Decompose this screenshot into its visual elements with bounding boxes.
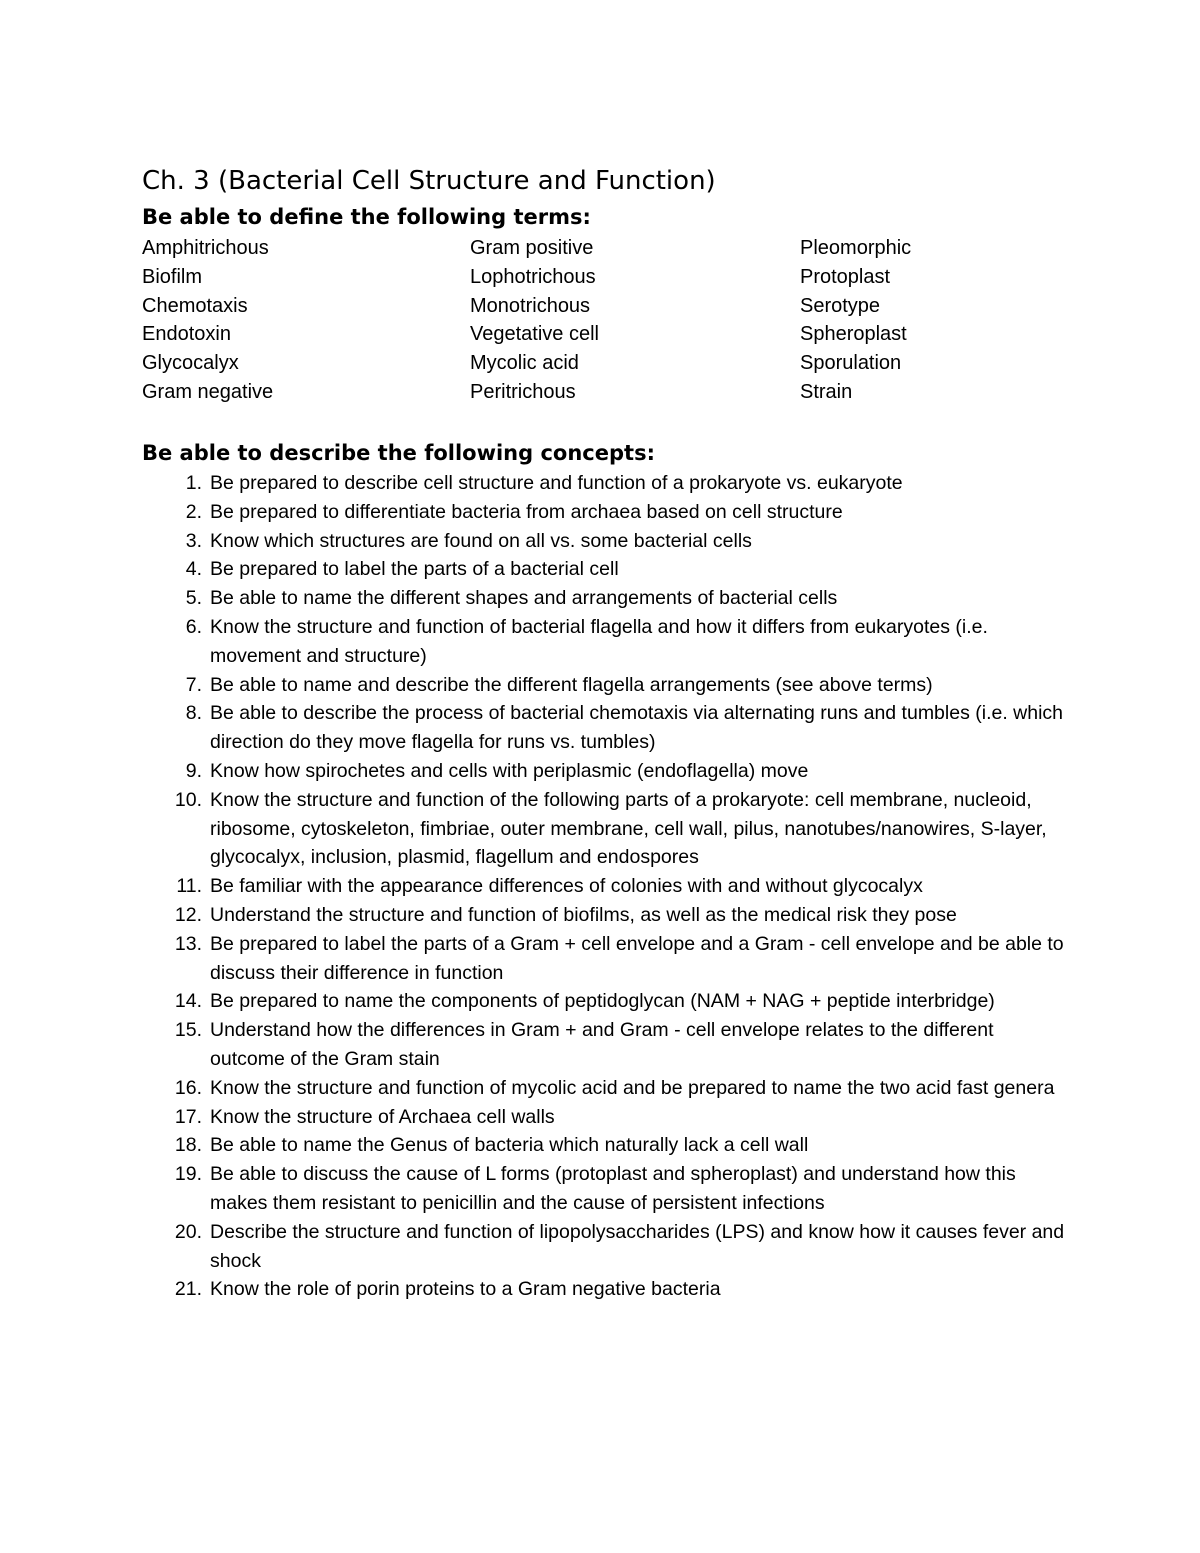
item-text: Be prepared to label the parts of a bacterial cell [210,558,619,581]
term: Mycolic acid [470,352,579,375]
term: Gram positive [470,237,594,259]
list-item [142,699,1072,757]
item-text: Know the role of porin proteins to a Gram negative bacteria [210,1278,721,1301]
item-number: 9. [185,759,202,782]
term: Peritrichous [470,380,576,403]
list-item [142,987,1072,1016]
term: Vegetative cell [470,323,599,346]
item-text: Be able to discuss the cause of L forms (protoplast and spheroplast) and understand how this makes them resistant to penicillin and the cause of persistent infections [210,1163,1016,1214]
list-item [142,1275,1072,1304]
term: Pleomorphic [800,237,912,259]
item-number: 14. [174,990,202,1013]
item-number: 13. [174,932,202,955]
item-number: 1. [185,472,202,494]
item-text: Know how spirochetes and cells with periplasmic (endoflagella) move [210,759,809,782]
term: Monotrichous [470,294,591,317]
item-number: 15. [174,1019,202,1042]
item-number: 18. [174,1134,202,1157]
list-item [142,1131,1072,1160]
item-text: Be able to name the different shapes and arrangements of bacterial cells [210,587,838,610]
list-item [142,1016,1072,1074]
term: Gram negative [142,380,274,403]
list-item [142,1103,1072,1132]
list-item [142,498,1072,527]
item-text: Be familiar with the appearance differences of colonies with and without glycocalyx [210,875,923,898]
list-item [142,930,1072,988]
concepts-list [142,469,1072,1304]
item-text: Be prepared to label the parts of a Gram + cell envelope and a Gram - cell envelope and be able to discuss their difference in function [210,932,1064,984]
list-item [142,786,1072,872]
concepts-heading: Be able to describe the following concepts: [142,441,655,465]
list-item [142,1160,1072,1218]
list-item [142,671,1072,700]
term: Serotype [800,294,881,317]
list-item [142,1218,1072,1276]
list-item [142,527,1072,556]
terms-column-2 [470,234,800,407]
item-text: Understand the structure and function of biofilms, as well as the medical risk they pose [210,903,957,926]
list-item [142,1074,1072,1103]
item-text: Be prepared to describe cell structure and function of a prokaryote vs. eukaryote [210,472,903,494]
item-number: 11. [176,875,202,898]
list-item [142,584,1072,613]
item-number: 3. [185,529,202,552]
list-item [142,757,1072,786]
item-number: 17. [174,1105,202,1128]
item-text: Understand how the differences in Gram + and Gram - cell envelope relates to the different outcome of the Gram stain [210,1019,994,1070]
term: Strain [800,380,853,403]
page-title: Ch. 3 (Bacterial Cell Structure and Function) [142,166,716,196]
list-item [142,872,1072,901]
item-text: Be able to name and describe the different flagella arrangements (see above terms) [210,673,933,696]
list-item [142,469,1072,498]
item-text: Know the structure and function of mycolic acid and be prepared to name the two acid fast genera [210,1076,1055,1099]
item-number: 8. [185,702,202,725]
item-number: 4. [185,558,202,581]
term: Biofilm [142,265,203,288]
item-number: 7. [185,673,202,696]
term: Chemotaxis [142,294,248,317]
terms-column-1 [142,234,470,407]
item-number: 12. [174,903,202,926]
terms-heading: Be able to define the following terms: [142,205,591,229]
item-text: Know the structure of Archaea cell walls [210,1105,555,1128]
item-text: Know the structure and function of bacterial flagella and how it differs from eukaryotes (i.e. movement and structure) [210,615,988,667]
term: Glycocalyx [142,352,239,375]
term: Lophotrichous [470,265,596,288]
terms-column-3 [800,234,1100,407]
item-text: Be prepared to differentiate bacteria from archaea based on cell structure [210,500,843,523]
list-item [142,555,1072,584]
term: Protoplast [800,265,891,288]
item-text: Be able to name the Genus of bacteria which naturally lack a cell wall [210,1134,809,1157]
item-number: 5. [185,587,202,610]
item-text: Know the structure and function of the following parts of a prokaryote: cell membrane, nucleoid, ribosome, cytoskeleton, fimbriae, outer membrane, cell wall, pilus, nanotubes/nanowires, S-layer, glycocalyx, inclusion, plasmid, flagellum and endospores [210,788,1047,869]
list-item [142,613,1072,671]
item-text: Know which structures are found on all vs. some bacterial cells [210,529,752,552]
item-text: Describe the structure and function of lipopolysaccharides (LPS) and know how it causes fever and shock [210,1220,1065,1272]
item-number: 2. [185,500,202,523]
item-number: 16. [174,1076,202,1099]
terms-grid [142,234,1102,407]
list-item [142,901,1072,930]
item-number: 10. [174,788,202,811]
term: Spheroplast [800,323,907,346]
term: Endotoxin [142,323,231,346]
term: Amphitrichous [142,237,269,259]
term: Sporulation [800,352,902,375]
item-text: Be prepared to name the components of peptidoglycan (NAM + NAG + peptide interbridge) [210,990,995,1013]
item-number: 19. [174,1163,202,1186]
item-number: 21. [174,1278,202,1301]
item-number: 20. [174,1220,202,1243]
item-text: Be able to describe the process of bacterial chemotaxis via alternating runs and tumbles (i.e. which direction do they move flagella for runs vs. tumbles) [210,702,1064,754]
item-number: 6. [185,615,202,638]
